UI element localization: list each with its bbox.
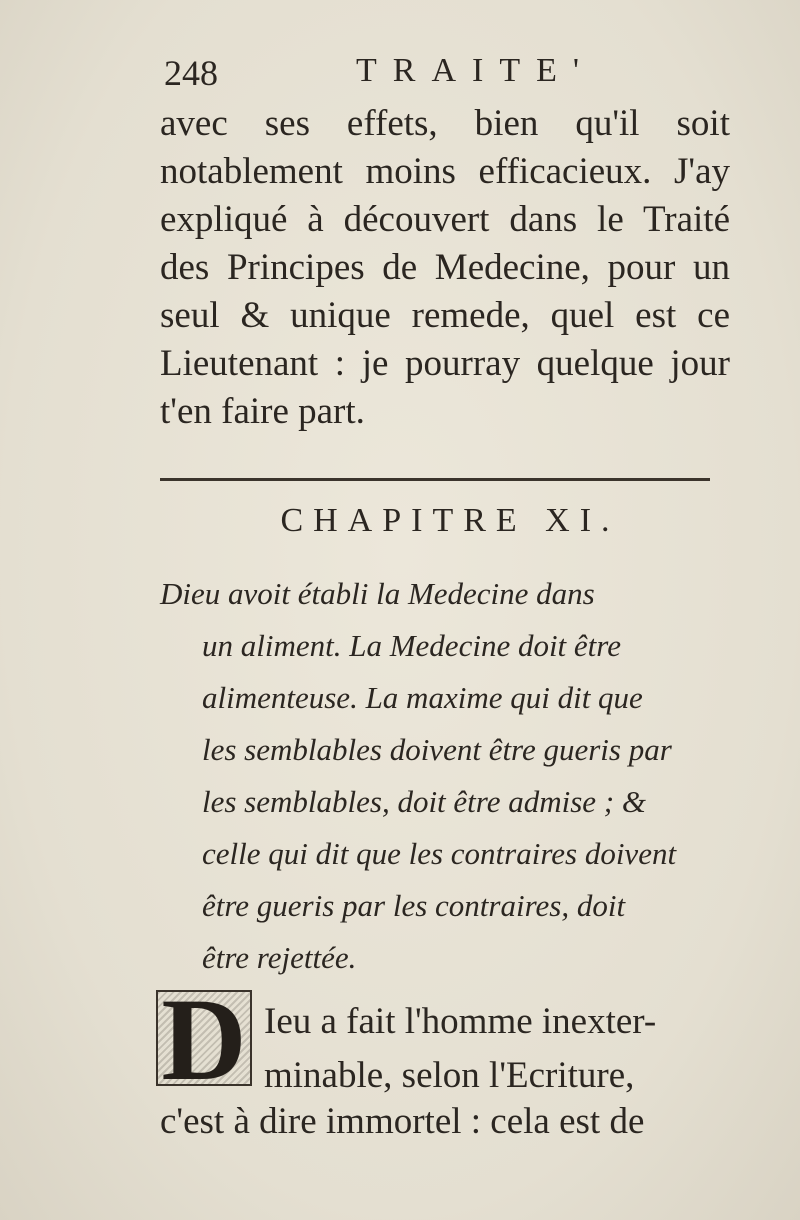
running-title: TRAITE'	[356, 52, 595, 89]
summary-line: celle qui dit que les contraires doivent	[202, 836, 677, 871]
summary-line: alimenteuse. La maxime qui dit que	[202, 680, 643, 715]
drop-cap: D	[156, 990, 252, 1086]
summary-line: les semblables doivent être gueris par	[202, 732, 672, 767]
page-number: 248	[164, 53, 218, 93]
body-paragraph: avec ses effets, bien qu'il soit notablement moins efficacieux. J'ay expliqué à découvert dans le Traité des Principes de Medecine, pour un seul & unique remede, quel est ce Lieutenant : je pourray quelque jour t'en faire part.	[160, 103, 730, 432]
chapter-title: CHAPITRE XI.	[280, 502, 620, 539]
summary-line: Dieu avoit établi la Medecine dans	[160, 576, 595, 611]
opening-line: minable, selon l'Ecriture,	[264, 1055, 635, 1096]
opening-line: Ieu a fait l'homme inexter-	[264, 1001, 657, 1042]
summary-line: un aliment. La Medecine doit être	[202, 628, 621, 663]
summary-line: être rejettée.	[202, 940, 357, 975]
summary-line: être gueris par les contraires, doit	[202, 888, 626, 923]
chapter-summary	[160, 568, 730, 984]
running-head	[160, 50, 740, 100]
summary-line: les semblables, doit être admise ; &	[202, 784, 646, 819]
section-rule	[160, 478, 710, 481]
opening-line: c'est à dire immortel : cela est de	[160, 1101, 645, 1142]
